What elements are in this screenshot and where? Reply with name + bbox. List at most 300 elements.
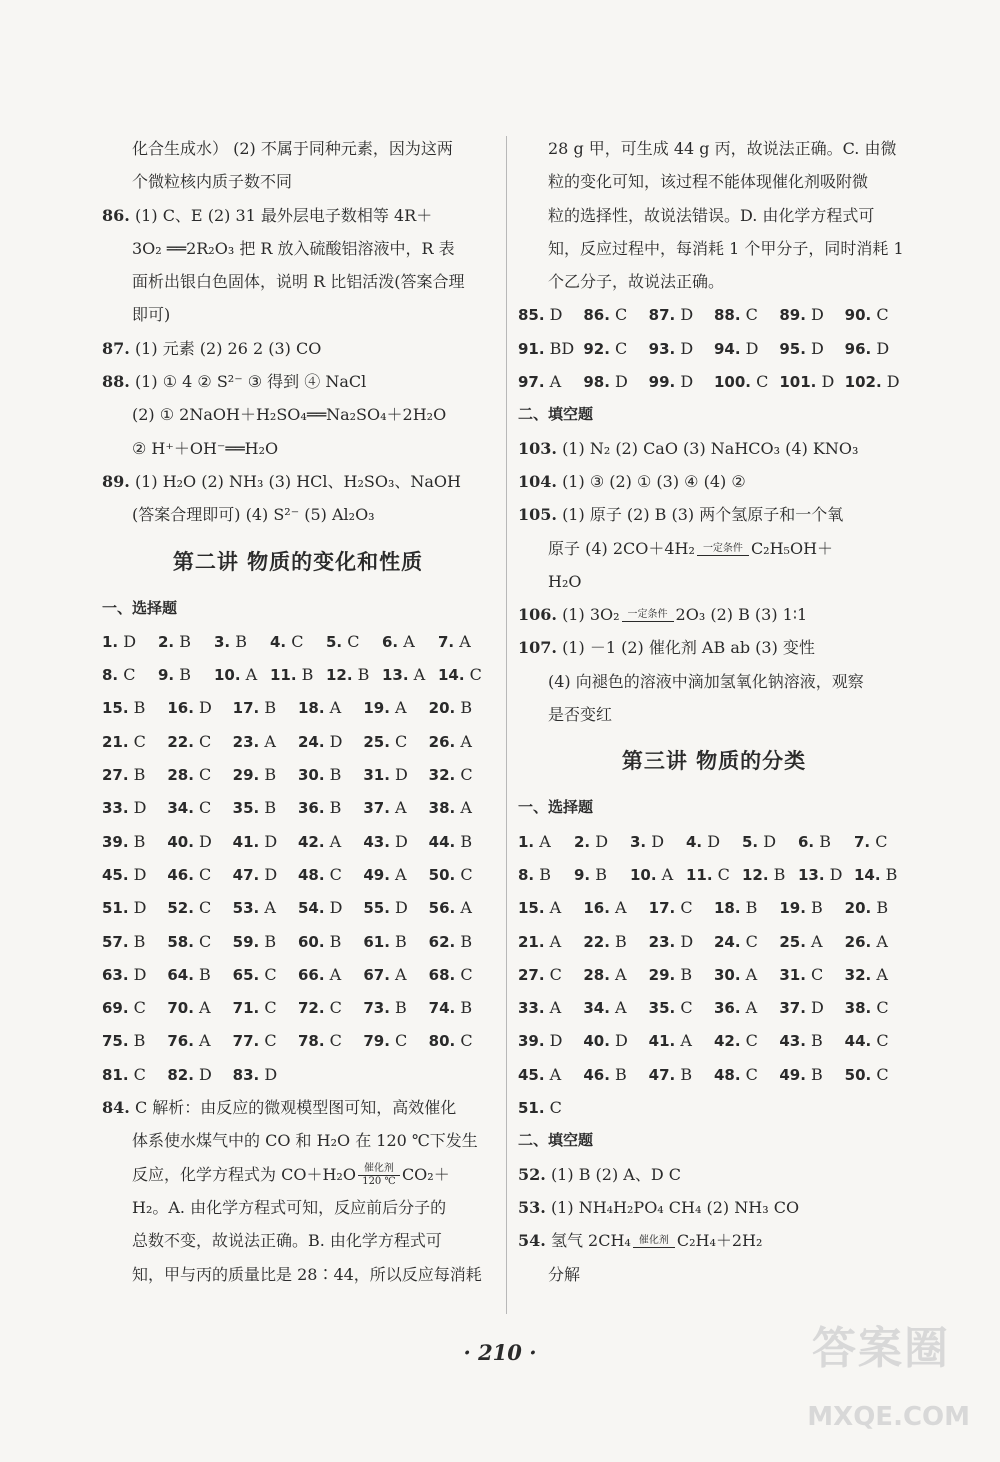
- question-number: 10.: [630, 865, 657, 884]
- answer-line: [518, 265, 910, 298]
- equation-left: 原子 (4) 2CO＋4H₂: [548, 538, 695, 558]
- choice-answers-row: [518, 365, 910, 398]
- answer-letter: B: [460, 698, 473, 718]
- question-number: 17.: [648, 899, 676, 918]
- answer-text: 即可): [132, 305, 171, 325]
- question-number: 58.: [167, 932, 194, 951]
- question-number: 57.: [102, 932, 129, 951]
- question-number: 54.: [298, 899, 325, 918]
- choice-answer: [779, 958, 836, 992]
- answer-letter: C: [811, 964, 824, 984]
- answer-letter: D: [329, 898, 343, 918]
- answer-letter: B: [133, 698, 146, 718]
- choice-answer: [583, 991, 640, 1025]
- question-number: 35.: [648, 999, 676, 1018]
- question-number: 94.: [714, 339, 741, 358]
- question-number: 21.: [518, 932, 545, 951]
- question-number: 40.: [167, 832, 194, 851]
- question-number: 14.: [438, 666, 465, 685]
- choice-answer: [429, 991, 486, 1025]
- answer-text: (1) H₂O (2) NH₃ (3) HCl、H₂SO₃、NaOH: [134, 471, 461, 491]
- choice-answers-row: [102, 858, 494, 891]
- answer-letter: B: [745, 898, 758, 918]
- question-number: 12.: [742, 865, 769, 884]
- answer-letter: C: [199, 864, 212, 884]
- question-number: 15.: [518, 899, 545, 918]
- answer-letter: C: [876, 1064, 889, 1084]
- choice-answer: [518, 1024, 575, 1058]
- question-number: 43.: [779, 1032, 806, 1051]
- question-number: 51.: [102, 899, 129, 918]
- choice-answer: [102, 1024, 159, 1058]
- question-number: 34.: [583, 999, 610, 1018]
- choice-answers-row: [102, 925, 494, 958]
- answer-letter: C: [123, 665, 136, 685]
- question-number: 25.: [779, 932, 806, 951]
- choice-answer: [167, 858, 224, 892]
- answer-line: [518, 432, 910, 465]
- answer-letter: C: [264, 998, 277, 1018]
- choice-answers-row: [102, 1058, 494, 1091]
- question-number: 44.: [844, 1032, 872, 1051]
- question-number: 11.: [686, 865, 713, 884]
- question-number: 50.: [428, 865, 456, 884]
- answer-letter: D: [651, 831, 665, 851]
- answer-text: 总数不变，故说法正确。B. 由化学方程式可: [132, 1231, 442, 1251]
- answer-letter: BD: [549, 338, 575, 358]
- answer-line: [102, 465, 494, 498]
- choice-answer: [298, 925, 355, 959]
- answer-letter: D: [886, 372, 900, 392]
- answer-text: (1) ③ (2) ① (3) ④ (4) ②: [562, 471, 746, 491]
- answer-letter: B: [264, 765, 277, 785]
- choice-answer: [102, 825, 159, 859]
- choice-answers-row: [518, 991, 910, 1024]
- choice-answer: [363, 891, 420, 925]
- answer-letter: A: [615, 964, 627, 984]
- question-number: 27.: [102, 766, 129, 785]
- choice-answer: [167, 725, 224, 759]
- choice-answer: [233, 958, 290, 992]
- choice-answer: [298, 791, 355, 825]
- answer-letter: C: [460, 765, 473, 785]
- question-number: 45.: [518, 1065, 545, 1084]
- question-number: 90.: [844, 306, 872, 325]
- answer-letter: B: [133, 831, 146, 851]
- equation-left: 氢气 2CH₄: [550, 1231, 631, 1251]
- choice-answer: [167, 991, 224, 1025]
- question-number: 86.: [102, 205, 130, 225]
- choice-answer: [363, 691, 420, 725]
- question-number: 30.: [298, 766, 325, 785]
- answer-letter: A: [811, 931, 823, 951]
- question-number: 12.: [326, 666, 353, 685]
- choice-answer: [167, 691, 224, 725]
- answer-letter: C: [469, 665, 482, 685]
- answer-letter: D: [763, 831, 777, 851]
- reaction-condition: [697, 543, 749, 556]
- answer-letter: D: [133, 964, 147, 984]
- choice-answer: [574, 858, 622, 892]
- answer-text: (1) ① 4 ② S²⁻ ③ 得到 ④ NaCl: [134, 372, 367, 392]
- answer-letter: C: [460, 1031, 473, 1051]
- answer-letter: B: [133, 931, 146, 951]
- answer-letter: A: [549, 998, 562, 1018]
- choice-answer: [583, 958, 640, 992]
- answer-letter: A: [745, 964, 758, 984]
- section-heading-lecture-3: 第三讲 物质的分类: [621, 748, 807, 774]
- choice-answer: [102, 1058, 159, 1092]
- question-number: 64.: [167, 965, 194, 984]
- question-number: 104.: [518, 471, 557, 491]
- choice-answers-row: [102, 958, 494, 991]
- choice-answer: [102, 725, 159, 759]
- choice-answer: [382, 658, 430, 692]
- watermark-url: MXQE.COM: [807, 1402, 970, 1432]
- answer-letter: D: [133, 898, 147, 918]
- answer-letter: A: [329, 964, 342, 984]
- question-number: 70.: [167, 999, 194, 1018]
- choice-answer: [438, 658, 486, 692]
- equation-left: 反应，化学方程式为 CO＋H₂O: [132, 1164, 356, 1184]
- answer-letter: B: [301, 665, 314, 685]
- question-number: 51.: [518, 1099, 545, 1118]
- question-number: 33.: [102, 799, 129, 818]
- answer-letter: C: [615, 338, 628, 358]
- answer-letter: B: [264, 931, 277, 951]
- question-number: 15.: [102, 699, 129, 718]
- choice-answer: [583, 1024, 640, 1058]
- answer-letter: C: [395, 1031, 408, 1051]
- answer-letter: A: [680, 1031, 692, 1051]
- answer-letter: B: [357, 665, 370, 685]
- choice-answer: [798, 858, 846, 892]
- choice-answer: [714, 891, 771, 925]
- choice-answer: [518, 825, 566, 859]
- choice-answer: [363, 958, 420, 992]
- question-number: 87.: [648, 306, 676, 325]
- answer-line-equation: [102, 1158, 494, 1191]
- choice-answer: [298, 891, 355, 925]
- answer-letter: D: [680, 372, 694, 392]
- answer-letter: A: [395, 864, 407, 884]
- equation-right: CO₂＋: [401, 1164, 450, 1184]
- question-number: 91.: [518, 339, 545, 358]
- choice-answer: [630, 858, 678, 892]
- choice-answer: [167, 758, 224, 792]
- choice-answer: [779, 332, 836, 366]
- answer-line: [102, 365, 494, 398]
- question-number: 59.: [232, 932, 260, 951]
- answer-text: ② H⁺＋OH⁻══H₂O: [132, 438, 279, 458]
- choice-answer: [429, 725, 486, 759]
- choice-answer: [742, 825, 790, 859]
- question-number: 106.: [518, 605, 557, 625]
- choice-answer: [233, 891, 290, 925]
- question-number: 42.: [298, 832, 325, 851]
- answer-letter: C: [875, 831, 888, 851]
- choice-answer: [214, 625, 262, 659]
- question-number: 44.: [428, 832, 456, 851]
- choice-answer: [102, 958, 159, 992]
- question-number: 95.: [779, 339, 806, 358]
- question-number: 8.: [518, 865, 535, 884]
- choice-answer: [102, 791, 159, 825]
- answer-line-equation: [518, 532, 910, 565]
- question-number: 66.: [298, 965, 325, 984]
- answer-letter: A: [539, 831, 551, 851]
- question-number: 36.: [298, 799, 325, 818]
- answer-letter: D: [264, 864, 278, 884]
- question-number: 34.: [167, 799, 194, 818]
- question-number: 54.: [518, 1231, 546, 1251]
- choice-answer: [158, 625, 206, 659]
- choice-answer: [583, 891, 640, 925]
- choice-answer: [233, 725, 290, 759]
- answer-letter: B: [680, 1064, 693, 1084]
- question-number: 16.: [583, 899, 610, 918]
- question-number: 30.: [714, 965, 741, 984]
- answer-letter: B: [133, 765, 146, 785]
- answer-letter: D: [680, 305, 694, 325]
- choice-answer: [518, 1058, 575, 1092]
- choice-answer: [779, 1058, 836, 1092]
- answer-line: [102, 1191, 494, 1224]
- answer-text: (1) C、E (2) 31 最外层电子数相等 4R＋: [134, 205, 433, 225]
- question-number: 60.: [298, 932, 325, 951]
- choice-answer: [518, 1091, 575, 1125]
- choice-answer: [102, 891, 159, 925]
- answer-text: 28 g 甲，可生成 44 g 丙，故说法正确。C. 由微: [548, 139, 897, 158]
- choice-answer: [298, 1024, 355, 1058]
- choice-answer: [363, 791, 420, 825]
- question-number: 18.: [298, 699, 325, 718]
- answer-line: [518, 1191, 910, 1224]
- answer-letter: D: [199, 831, 212, 851]
- answer-letter: A: [245, 665, 258, 685]
- answer-letter: D: [549, 305, 563, 325]
- choice-answer: [429, 825, 486, 859]
- answer-letter: D: [876, 338, 890, 358]
- choice-answer: [649, 1058, 706, 1092]
- equation-left: (1) 3O₂: [562, 605, 620, 625]
- choice-answer: [102, 691, 159, 725]
- question-number: 27.: [518, 965, 545, 984]
- question-number: 29.: [648, 965, 676, 984]
- question-number: 56.: [428, 899, 456, 918]
- choice-answer: [742, 858, 790, 892]
- question-number: 78.: [298, 1032, 325, 1051]
- question-number: 74.: [428, 999, 456, 1018]
- answer-letter: A: [745, 998, 758, 1018]
- choice-answer: [714, 365, 771, 399]
- answer-letter: B: [264, 698, 277, 718]
- answer-text: H₂O: [548, 571, 582, 591]
- choice-answers-row: [518, 332, 910, 365]
- choice-answer: [583, 365, 640, 399]
- answer-line: [518, 631, 910, 664]
- answer-letter: C: [680, 898, 693, 918]
- answer-line: [102, 165, 494, 198]
- choice-answers-row: [102, 1024, 494, 1057]
- choice-answer: [845, 365, 902, 399]
- answer-letter: C: [460, 964, 473, 984]
- answer-line-equation: [518, 598, 910, 631]
- answer-letter: D: [811, 338, 824, 358]
- question-number: 11.: [270, 666, 297, 685]
- watermark-logo: 答案圈: [812, 1323, 950, 1374]
- answer-letter: C: [199, 765, 212, 785]
- question-number: 52.: [518, 1164, 546, 1184]
- answer-letter: C: [745, 931, 758, 951]
- section-title-choice: 一、选择题: [518, 798, 594, 817]
- choice-answer: [438, 625, 486, 659]
- answer-letter: B: [773, 864, 786, 884]
- question-number: 13.: [798, 865, 825, 884]
- answer-letter: B: [179, 631, 191, 651]
- choice-answer: [429, 891, 486, 925]
- condition-top: 一定条件: [622, 609, 674, 622]
- answer-letter: A: [403, 631, 415, 651]
- condition-top: 催化剂: [358, 1163, 400, 1176]
- choice-answer: [854, 858, 902, 892]
- section-title-choice: 一、选择题: [102, 598, 178, 617]
- answer-letter: D: [133, 864, 147, 884]
- answer-text: 分解: [548, 1264, 581, 1284]
- answer-letter: D: [264, 831, 278, 851]
- choice-answer: [158, 658, 206, 692]
- question-number: 2.: [574, 832, 591, 851]
- answer-letter: D: [745, 338, 759, 358]
- answer-letter: B: [615, 931, 627, 951]
- choice-answers-row: [518, 925, 910, 958]
- question-number: 72.: [298, 999, 325, 1018]
- column-divider: [506, 136, 507, 1314]
- choice-answer: [429, 791, 486, 825]
- question-number: 31.: [779, 965, 806, 984]
- choice-answer: [649, 958, 706, 992]
- answer-text: (1) B (2) A、D C: [550, 1164, 681, 1184]
- answer-text: 个微粒核内质子数不同: [132, 172, 293, 192]
- answer-letter: A: [549, 898, 562, 918]
- choice-answer: [686, 825, 734, 859]
- question-number: 46.: [167, 865, 194, 884]
- choice-answer: [845, 332, 902, 366]
- answer-letter: C: [876, 305, 889, 325]
- choice-answer: [102, 625, 150, 659]
- answer-text: 个乙分子，故说法正确。: [548, 272, 725, 292]
- answer-letter: D: [821, 372, 835, 392]
- answer-line: [518, 498, 910, 531]
- question-number: 87.: [102, 338, 130, 358]
- answer-letter: B: [595, 864, 607, 884]
- question-number: 38.: [428, 799, 456, 818]
- choice-answer: [363, 858, 420, 892]
- question-number: 99.: [648, 373, 676, 392]
- question-number: 45.: [102, 865, 129, 884]
- choice-answer: [429, 758, 486, 792]
- question-number: 88.: [102, 372, 130, 392]
- answer-letter: B: [264, 798, 277, 818]
- answer-line: [518, 465, 910, 498]
- condition-bottom: 120 ℃: [362, 1175, 396, 1187]
- question-number: 96.: [844, 339, 872, 358]
- answer-text: (2) ① 2NaOH＋H₂SO₄══Na₂SO₄＋2H₂O: [132, 405, 447, 425]
- answer-letter: B: [133, 1031, 146, 1051]
- answer-letter: A: [199, 1031, 211, 1051]
- choice-answer: [779, 365, 836, 399]
- question-number: 13.: [382, 666, 409, 685]
- answer-letter: C: [745, 1064, 758, 1084]
- question-number: 80.: [428, 1032, 456, 1051]
- question-number: 32.: [428, 766, 456, 785]
- question-number: 20.: [428, 699, 456, 718]
- choice-answer: [714, 958, 771, 992]
- choice-answer: [714, 298, 771, 332]
- answer-text: (1) N₂ (2) CaO (3) NaHCO₃ (4) KNO₃: [562, 438, 859, 458]
- answer-letter: D: [615, 372, 628, 392]
- question-number: 5.: [326, 632, 343, 651]
- choice-answer: [429, 958, 486, 992]
- choice-answers-row: [518, 891, 910, 924]
- answer-letter: B: [235, 631, 247, 651]
- choice-answer: [518, 958, 575, 992]
- choice-answers-row: [102, 791, 494, 824]
- choice-answer: [233, 925, 290, 959]
- answer-letter: A: [395, 964, 407, 984]
- answer-text: C 解析：由反应的微观模型图可知，高效催化: [134, 1098, 457, 1118]
- question-number: 100.: [714, 373, 752, 392]
- choice-answer: [233, 691, 290, 725]
- question-number: 50.: [844, 1065, 872, 1084]
- choice-answer: [845, 958, 902, 992]
- answer-text: 3O₂ ══2R₂O₃ 把 R 放入硫酸铝溶液中，R 表: [132, 238, 455, 258]
- question-number: 52.: [167, 899, 194, 918]
- question-number: 37.: [779, 999, 806, 1018]
- answer-letter: D: [264, 1064, 278, 1084]
- choice-answer: [326, 625, 374, 659]
- answer-letter: C: [199, 798, 212, 818]
- condition-top: 催化剂: [633, 1235, 675, 1248]
- choice-answers-row: [518, 1058, 910, 1091]
- choice-answer: [779, 925, 836, 959]
- question-number: 105.: [518, 505, 557, 525]
- question-number: 10.: [214, 666, 241, 685]
- question-number: 83.: [232, 1065, 260, 1084]
- answer-line: [102, 1224, 494, 1257]
- choice-answer: [167, 958, 224, 992]
- answer-letter: D: [329, 731, 343, 751]
- answer-line: [518, 1258, 910, 1291]
- answer-line: [102, 398, 494, 431]
- answer-letter: D: [549, 1031, 563, 1051]
- answer-letter: C: [745, 1031, 758, 1051]
- choice-answer: [518, 858, 566, 892]
- answer-letter: A: [549, 1064, 562, 1084]
- choice-answer: [845, 891, 902, 925]
- choice-answer: [583, 332, 640, 366]
- section-heading-lecture-2: 第二讲 物质的变化和性质: [172, 548, 424, 574]
- answer-letter: D: [395, 765, 408, 785]
- choice-answers-row: [102, 658, 494, 691]
- choice-answer: [298, 858, 355, 892]
- answer-line: [102, 199, 494, 232]
- question-number: 75.: [102, 1032, 129, 1051]
- question-number: 92.: [583, 339, 610, 358]
- choice-answer: [102, 758, 159, 792]
- answer-letter: C: [395, 731, 408, 751]
- choice-answer: [518, 332, 575, 366]
